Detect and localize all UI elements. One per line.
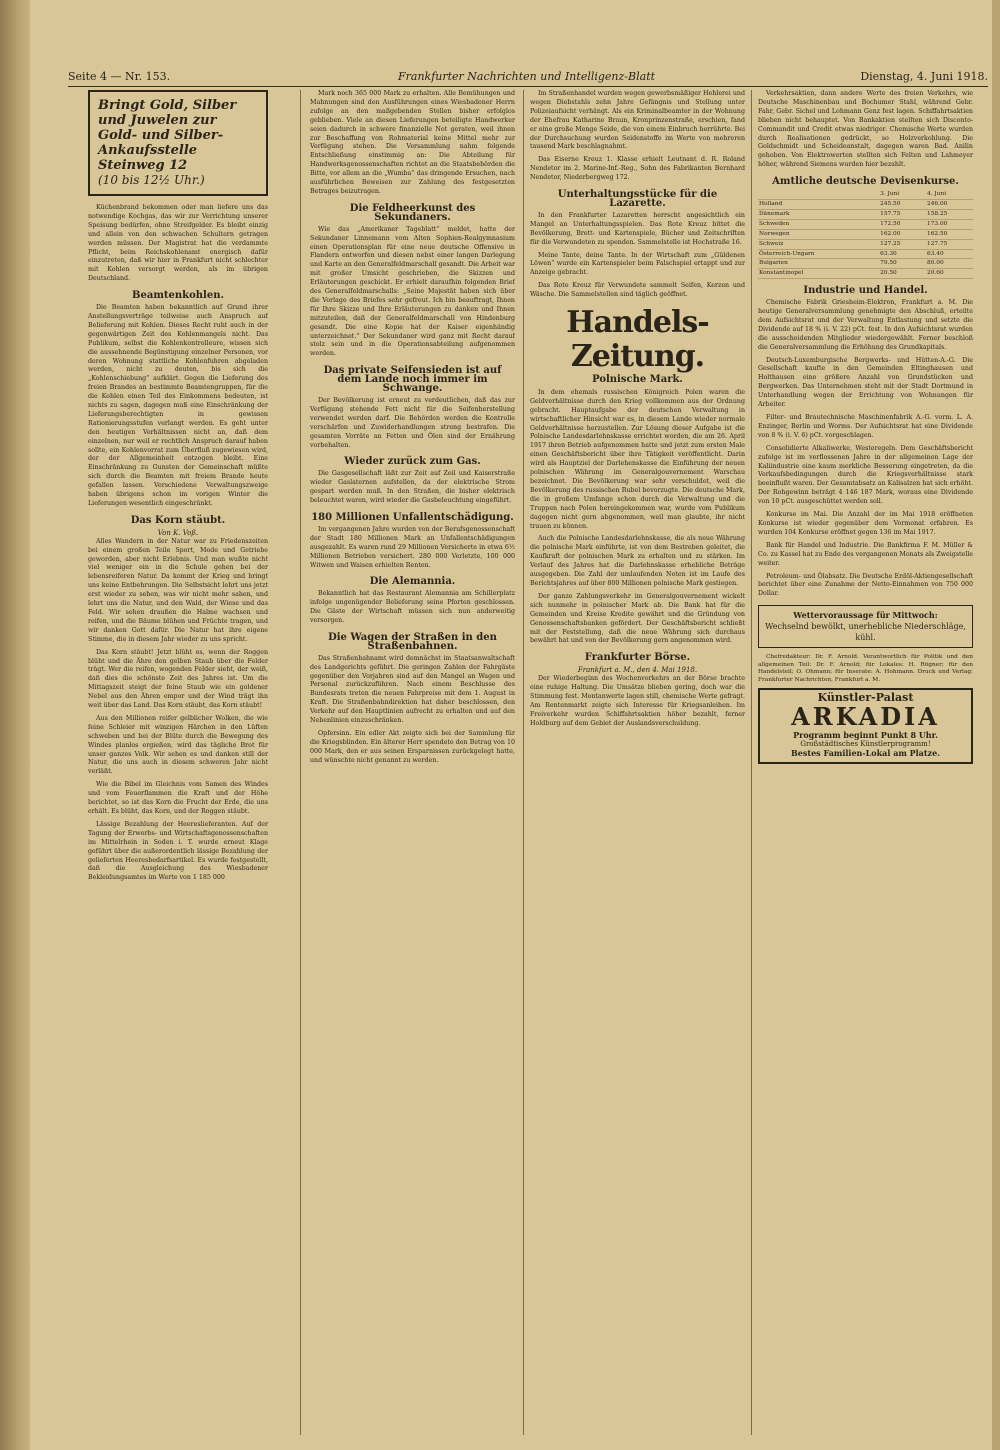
article-heading: Frankfurter Börse.	[584, 652, 691, 664]
article-text: Der Bevölkerung ist erneut zu verdeutlichen, daß das zur Verfügung stehende Fett nicht für die Seifenherstellung verwendet werden darf. Die Behörden werden die Kontrolle verschärfen und Zuwiderhandlungen streng bestrafen. Die gesamten Vorräte an Fetten und Ölen sind der Ernährung vorbehalten.	[310, 397, 515, 449]
arkadia-line: Großstädtisches Künstlerprogramm!	[800, 740, 931, 749]
article-text: Chemische Fabrik Griesheim-Elektron, Frankfurt a. M. Die heutige Generalversammlung genehmigte den Abschluß, erteilte dem Aufsichtsrat und der Verwaltung Entlastung und setzte die Dividende auf 18 % (i. V. 22) pCt. fest. In den Aufsichtsrat wurden die ausscheidenden Mitglieder wiedergewählt. Ferner beschloß die Generalversammlung die Erhöhung des Grundkapitals.	[758, 299, 973, 351]
article-text: Bekanntlich hat das Restaurant Alemannia am Schillerplatz infolge ungenügender Belieferung seine Pforten geschlossen. Die Gäste der Wirtschaft müssen sich nun anderweitig versorgen.	[310, 590, 515, 625]
article-text: Das Rote Kreuz für Verwundete sammelt Seifen, Kerzen und Wäsche. Die Sammelstellen sind täglich geöffnet.	[530, 282, 745, 299]
article-text: Das Straßenbahnamt wird demnächst im Staatsanwaltschaft des Landgerichts geführt. Die geringen Zahlen der Fahrgäste gegenüber den Vorjahren sind auf den Mangel an Wagen und Personal zurückzuführen. Nach einem Beschlusse des Bundesrats treten die neuen Fahrpreise mit dem 1. August in Kraft. Die Straßenbahndirektion hat daher beschlossen, den Verkehr auf den Hauptlinien aufrecht zu erhalten und auf den Nebenlinien einzuschränken.	[310, 654, 515, 725]
article-text: Das Eiserne Kreuz 1. Klasse erhielt Leutnant d. R. Roland Nendetor im 2. Marine-Inf.-Reg., Sohn des Fabrikanten Bernhard Nendetor, Niederbergweg 172.	[530, 156, 745, 182]
section-subtitle: Polnische Mark.	[592, 374, 683, 386]
article-heading: Industrie und Handel.	[803, 285, 928, 297]
table-cell: Norwegen	[758, 229, 879, 239]
article-heading: Die Alemannia.	[369, 576, 456, 588]
table-cell: 127.75	[926, 239, 973, 249]
article-text: Filter- und Brautechnische Maschinenfabrik A.-G. vorm. L. A. Enzinger, Berlin und Worms. Der Aufsichtsrat hat eine Dividende von 8 % (i. V. 6) pCt. vorgeschlagen.	[758, 414, 973, 439]
column-rule	[300, 90, 301, 1435]
table-row	[758, 199, 973, 209]
article-text: Das Korn stäubt! Jetzt blüht es, wenn der Roggen blüht und die Ähre den gelben Staub über die Felder trägt. Wer die reifen, wogenden Felder sieht, der weiß, daß dies die schönste Zeit des Jahres ist. Um die Mittagszeit steigt der feine Staub wie ein goldener Nebel aus den Ähren empor und der Wind trägt ihn weit über das Land. Das Korn stäubt, das Korn stäubt!	[88, 648, 268, 710]
article-text: Opfersinn. Ein edler Akt zeigte sich bei der Sammlung für die Kriegsblinden. Ein älterer Herr spendete den Betrag von 10 000 Mark, den er aus seinen Ersparnissen zurückgelegt hatte, und wünschte nicht genannt zu werden.	[310, 730, 515, 764]
table-row	[758, 209, 973, 219]
article-text: Bank für Handel und Industrie. Die Bankfirma F. M. Müller & Co. zu Kassel hat zu Ende des vergangenen Monats als Zweigstelle weiter.	[758, 541, 973, 567]
table-row	[758, 239, 973, 249]
weather-text: Wechselnd bewölkt, unerhebliche Niederschläge, kühl.	[765, 622, 966, 643]
arkadia-ad	[758, 688, 973, 764]
page-edge	[992, 0, 1000, 1450]
masthead: Frankfurter Nachrichten und Intelligenz-Blatt	[398, 70, 656, 83]
arkadia-subtitle: Künstler-Palast	[817, 691, 914, 705]
table-cell: 127.25	[879, 239, 926, 249]
table-cell: Österreich-Ungarn	[758, 249, 879, 259]
arkadia-line: Bestes Familien-Lokal am Platze.	[791, 747, 940, 758]
table-row	[758, 249, 973, 259]
byline: Von K. Voß.	[157, 528, 199, 537]
table-cell: Dänemark	[758, 209, 879, 219]
article-heading: Wieder zurück zum Gas.	[344, 456, 481, 468]
table-cell: Schweden	[758, 219, 879, 229]
dateline: Frankfurt a. M., den 4. Mai 1918.	[577, 666, 698, 675]
imprint: Chefredakteur: Dr. F. Arnold. Verantwortlich für Politik und den allgemeinen Teil: Dr. F. Arnold; für Lokales: H. Rögner; für den Handelsteil: O. Ohmann; für Inserate: A. Hohmann. Druck und Verlag: Frankfurter Nachrichten, Frankfurt a. M.	[758, 654, 973, 683]
article-text: Mark noch 365 000 Mark zu erhalten. Alle Bemühungen und Mahnungen sind den Ausführungen eines Wiesbadener Herrn zufolge an den maßgebenden Stellen bisher erfolglos geblieben. Viele an diesen Lieferungen beteiligte Handwerker seien dadurch in schwere finanzielle Not geraten, weil ihnen zur Beschaffung von Rohmaterial keine Mittel mehr zur Verfügung stehen. Die Versammlung nahm folgende Entschließung einstimmig an: Die Abteilung für Handwerksgenossenschaften richtet an die Staatsbehörden die Bitte, vor allem an die „Wumba“ das dringende Ersuchen, nach ausführlichen Beweisen zur Zahlung des festgesetzten Betrages beizutragen.	[310, 90, 515, 195]
table-cell: 246.00	[926, 199, 973, 209]
book-binding	[0, 0, 30, 1450]
article-heading: Amtliche deutsche Devisenkurse.	[772, 176, 959, 188]
arkadia-line: Programm beginnt Punkt 8 Uhr.	[793, 730, 938, 741]
article-heading: 180 Millionen Unfallentschädigung.	[311, 511, 514, 523]
table-row	[758, 269, 973, 279]
table-cell: 162.50	[926, 229, 973, 239]
article-text: Petroleum- und Ölabsatz. Die Deutsche Erdöl-Aktiengesellschaft berichtet über eine Zunahme der Netto-Einnahmen von 750 000 Dollar.	[758, 572, 973, 598]
article-heading: Das Korn stäubt.	[130, 514, 226, 526]
article-heading: Beamtenkohlen.	[132, 290, 224, 302]
gold-ad-text: Bringt Gold, Silber und Juwelen zur Gold- und Silber-Ankaufsstelle Steinweg 12	[98, 98, 237, 173]
article-text: Wie das „Amerikaner Tageblatt“ meldet, hatte der Sekundaner Linnemann vom Alten Sophien-Realgymnasium einen Operationsplan für eine neue deutsche Offensive in Flandern entworfen und diesen nebst einer langen Darlegung und Karte an den Generalfeldmarschall gesandt. Die Arbeit war mit großer Umsicht geschrieben, die Skizzen und Erläuterungen geschickt. Er erhielt daraufhin folgenden Brief des Generalfeldmarschalls: „Seine Majestät haben sich über die Vorlage des Briefes sehr gefreut. Ich bin beauftragt, Ihnen für Ihre Skizze und Ihre Erläuterungen zu danken und Ihnen mitzuteilen, daß der Generalfeldmarschall von Hindenburg gesandt. Die eine Kopie hat der Kaiser eigenhändig unterzeichnet.“ Der Sekundaner wird ganz mit Recht darauf stolz sein und in die Operationsabteilung aufgenommen werden.	[310, 225, 515, 358]
article-text: Deutsch-Luxemburgische Bergwerks- und Hütten-A.-G. Die Gesellschaft kaufte in den Gemeinden Eltinghausen und Holthausen eine größere Anzahl von Grundstücken und Bergwerken. Das Unternehmen steht mit der Stadt Dortmund in Unterhandlung wegen der Errichtung von Wohnungen für Arbeiter.	[758, 356, 973, 409]
weather-title: Wettervoraussage für Mittwoch:	[793, 610, 938, 621]
table-cell: 63.30	[879, 249, 926, 259]
table-row	[758, 219, 973, 229]
column-2	[310, 90, 515, 1435]
table-cell: 173.00	[926, 219, 973, 229]
article-heading: Unterhaltungsstücke für die Lazarette.	[557, 189, 718, 209]
table-cell: 20.50	[879, 269, 926, 279]
table-cell: Schweiz	[758, 239, 879, 249]
table-cell: 80.00	[926, 259, 973, 269]
table-cell: 79.50	[879, 259, 926, 269]
table-cell: 20.60	[926, 269, 973, 279]
page-header	[68, 66, 988, 87]
article-text: Aus den Millionen reifer gelblicher Wolken, die wie feine Schleier mit winzigen Härchen in den Lüften schweben und bei der Blüte durch die Bewegung des Windes planlos ergießen, wird das tägliche Brot für unser ganzes Volk. Wir sehen es und danken still der Natur, die uns auch in diesem schweren Jahr nicht verläßt.	[88, 714, 268, 776]
article-text: Küchenbrand bekommen oder man liefere uns das notwendige Kochgas, das wir zur Verrichtung unserer Speisung bedürfen, ohne Streifgelder. Es bleibt einzig und allein von den schwachen Schultern getragen werden müssen. Der Magistrat hat die verdammte Pflicht, beim Reichskohlenamt energisch dafür einzutreten, daß wir hier in Frankfurt nicht schlechter mit Kohlen versorgt werden, als im übrigen Deutschland.	[88, 204, 268, 283]
table-cell: 158.25	[926, 209, 973, 219]
article-heading: Die Feldheerkunst des Sekundaners.	[349, 202, 476, 223]
article-text: Alles Wandern in der Natur war zu Friedenszeiten bei einem großen Teile Sport, Mode und Getriebe geworden, aber nicht Erlebnis. Und man wußte nicht viel weniger ein in die Schule gehen bei der lebensreiferen Natur. Da kommt der Krieg und bringt uns keine Entbehrungen. Die Selbstsicht lehrt uns jetzt erst wieder zu sehen, was wir nicht mehr sahen, und lehrt uns die Natur, und den Wald, der Wiese und das Feld. Wir sehen draußen die Halme wachsen und reifen, und die Bäume blühen und Früchte tragen, und wir danken Gott dafür. Die Natur hat ihre eigene Stimme, die in diesem Jahr wieder zu uns spricht.	[88, 537, 268, 643]
section-title: Handels-Zeitung.	[566, 305, 709, 375]
table-cell: Bulgarien	[758, 259, 879, 269]
article-text: Meine Tante, deine Tante. In der Wirtschaft zum „Güldenen Löwen“ wurde ein Kartenspieler beim Falschspiel ertappt und zur Anzeige gebracht.	[530, 251, 745, 277]
arkadia-name: ARKADIA	[791, 702, 940, 732]
article-text: In den Frankfurter Lazaretten herrscht angesichtlich ein Mangel an Unterhaltungsspielen. Das Rote Kreuz bittet die Bevölkerung, Brett- und Kartenspiele, Bücher und Zeitschriften für die Verwundeten zu spenden. Sammelstelle ist Hochstraße 16.	[530, 211, 745, 246]
article-heading: Die Wagen der Straßen in den Straßenbahnen.	[328, 631, 497, 652]
weather-box	[758, 605, 973, 648]
article-text: Konkurse im Mai. Die Anzahl der im Mai 1918 eröffneten Konkurse ist wieder gegenüber dem Vormonat erfahren. Es wurden 104 Konkurse eröffnet gegen 136 im Mai 1917.	[758, 511, 973, 536]
table-header: 4. Juni	[926, 190, 973, 199]
article-text: Die Gasgesellschaft läßt zur Zeit auf Zeil und Kaiserstraße wieder Gaslaternen aufstellen, da der elektrische Strom gespart werden muß. In den Straßen, die bisher elektrisch beleuchtet waren, wird wieder die Gasbeleuchtung eingeführt.	[310, 470, 515, 505]
table-cell: Holland	[758, 199, 879, 209]
table-header-row	[758, 190, 973, 199]
table-cell: 245.50	[879, 199, 926, 209]
column-rule	[523, 90, 524, 1435]
column-3	[530, 90, 745, 1435]
table-header: 3. Juni	[879, 190, 926, 199]
article-text: Im Straßenhandel wurden wegen gewerbsmäßiger Hehlerei und wegen Diebstahls zehn Jahre Gefängnis und Stellung unter Polizeiaufsicht verhängt. Als ein Kriminalbeamter in der Wohnung der Ehefrau Katharine Braun, Kronprinzenstraße, erschien, fand er eine große Menge Seide, die von einem Einbruch herrührte. Bei der Durchsuchung wurden Seidenstoffe im Werte von mehreren tausend Mark beschlagnahmt.	[530, 90, 745, 151]
table-cell: 172.50	[879, 219, 926, 229]
table-cell: 162.00	[879, 229, 926, 239]
table-cell: 157.75	[879, 209, 926, 219]
column-1	[88, 90, 268, 1435]
article-text: Im vergangenen Jahre wurden von der Berufsgenossenschaft der Stadt 180 Millionen Mark an Unfallentschädigungen ausgezahlt. Es waren rund 29 Millionen Versicherte in etwa 6½ Millionen Betrieben versichert. 280 000 Verletzte, 100 000 Witwen und Waisen erhielten Renten.	[310, 525, 515, 569]
article-heading: Das private Seifensieden ist auf dem Lande noch immer im Schwange.	[323, 365, 502, 395]
article-text: Der Wiederbeginn des Wochenverkehrs an der Börse brachte eine ruhige Haltung. Die Umsätze blieben gering, doch war die Stimmung fest. Montanwerte lagen still, chemische Werte gefragt. Am Rentenmarkt zeigte sich Interesse für Kriegsanleihen. Im Freiverkehr wurden Schiffahrtsaktien höher bezahlt, ferner Holdburg auf dem Gebiet der Auslandsverschuldung.	[530, 675, 745, 727]
table-cell: 63.40	[926, 249, 973, 259]
article-text: Der ganze Zahlungsverkehr im Generalgouvernement wickelt sich nunmehr in polnischer Mark ab. Die Bank hat für die Gemeinden und Kreise Kredite gewährt und die Gründung von Genossenschaftsbanken gefördert. Der Geschäftsbericht schließt mit der Feststellung, daß die neue Währung sich durchaus bewährt hat und von der Bevölkerung gern angenommen wird.	[530, 592, 745, 645]
article-text: Lässige Bezahlung der Heereslieferanten. Auf der Tagung der Erwerbs- und Wirtschaftsgenossenschaften im Mittelrhein in Soden i. T. wurde erneut Klage geführt über die außerordentlich lässige Bezahlung der gelieferten Heeresbedarfsartikel. Es wurde festgestellt, daß die Ausgleichung des Wiesbadener Bekleidungsamtes im Werte von 1 185 000	[88, 820, 268, 882]
table-row	[758, 259, 973, 269]
article-text: In dem ehemals russischen Königreich Polen waren die Geldverhältnisse durch den Krieg vollkommen aus der Ordnung gebracht. Hauptaufgabe der deutschen Verwaltung in wirtschaftlicher Hinsicht war es, in diesem Lande wieder normale Geldverhältnisse herzustellen. Zur Lösung dieser Aufgabe ist die Polnische Landesdarlehnskasse errichtet worden, die am 26. April 1917 ihren Betrieb aufgenommen hatte und jetzt zum ersten Male einen Geschäftsbericht über ihre Tätigkeit veröffentlicht. Darin wird als Hauptziel der Darlehenskasse die Einführung der neuen polnischen Währung im Generalgouvernement Warschau bezeichnet. Die Bevölkerung war sehr verschuldet, weil die Bevölkerung des russischen Rubel bevorzugte. Die deutsche Mark, die in großem Umfange schon durch die Verwaltung und die Truppen nach Polen hereingekommen war, wurde vom Publikum dagegen nicht gern abgenommen, weil man glaubte, ihr nicht trauen zu können.	[530, 388, 745, 530]
article-text: Wie die Bibel im Gleichnis vom Samen des Windes und vom Feuerflammen die Kraft und der Höhe berichtet, so ist das Korn die Frucht der Erde, die uns erhält. Es blüht, das Korn, und der Roggen stäubt.	[88, 781, 268, 815]
header-date: Dienstag, 4. Juni 1918.	[860, 70, 988, 83]
gold-ad-hours: (10 bis 12½ Uhr.)	[98, 173, 205, 187]
article-text: Die Beamten haben bekanntlich auf Grund ihrer Anstellungsverträge teilweise auch Anspruch auf Belieferung mit Kohlen. Dieses Recht ruht auch in der gegenwärtigen Zeit des Kohlenmangels nicht. Das Publikum, selbst die Kohlenkontrolleure, wissen sich die aussehnende Begünstigung einzelner Personen, vor deren Wohnung stattliche Kohlenfuhren abgeladen werden, nicht zu deuten, bis sich die „Kohlenschiebung“ aufklärt. Gegen die Lieferung des freien Brandes an bestimmte Beamtengruppen, für die die Kohlen einen Teil des Einkommens bedeuten, ist nichts zu sagen, dagegen muß eine Einschränkung der Lieferungsberechtigten in gewissen Rationierungsstufen verlangt werden. Es geht unter den heutigen Verhältnissen nicht an, daß dem einzelnen, nur weil er rechtlich Anspruch darauf haben sollte, ein Kohlenvorrat zum Überfluß zugewiesen wird, der der Allgemeinheit entzogen bleibt. Eine Einschränkung zu Gunsten der Gemeinschaft müßte sich durch die Beamten mit freiem Brande heute gefallen lassen. Verschiedene Verwaltungszweige haben übrigens schon im vorigen Winter die Lieferungen wesentlich eingeschränkt.	[88, 304, 268, 507]
exchange-rate-table	[758, 190, 973, 279]
column-4	[758, 90, 973, 1435]
article-text: Auch die Polnische Landesdarlehnskasse, die als neue Währung die polnische Mark einführte, ist von dem Bestreben geleitet, die Kaufkraft der polnischen Mark zu erhalten und zu stärken. Im Verlauf des Jahres hat die Darlehnskasse erhebliche Beträge ausgegeben. Die Zahl der umlaufenden Noten ist im Laufe des Berichtsjahres auf über 800 Millionen polnische Mark gestiegen.	[530, 535, 745, 587]
gold-ad	[88, 90, 268, 196]
table-cell: Konstantinopel	[758, 269, 879, 279]
page-label: Seite 4 — Nr. 153.	[68, 70, 171, 83]
article-text: Consolidierte Alkaliwerke, Westeregeln. Dem Geschäftsbericht zufolge ist im verflossenen Jahre in der allgemeinen Lage der Kaliindustrie eine kaum merkliche Besserung eingetreten, da die Verkaufsbedingungen durch die Kriegsverhältnisse stark beeinflußt waren. Der Gesamtabsatz an Kalisalzen hat sich erhöht. Der Rohgewinn beträgt 4 146 187 Mark, woraus eine Dividende von 10 pCt. ausgeschüttet werden soll.	[758, 444, 973, 506]
article-text: Verkehrsaktien, dann andere Werte des freien Verkehrs, wie Deutsche Maschinenbau und Bochumer Stahl, während Gebr. Fahr, Gebr. Sichel und Lohmann Genz fest lagen. Schiffahrtsaktien blieben nicht behauptet. Von Bankaktien stellten sich Disconto-Commandit und Credit etwas niedriger. Chemische Werte wurden durch Realisationen gedrückt, so Holzverkohlung. Die Goldschmidt und Scheideanstalt, dagegen waren Bad. Anilin gehoben. Von Elektrowerten stellten sich Felten und Lahmeyer höher, während Siemens wurden hier bezahlt.	[758, 90, 973, 169]
table-row	[758, 229, 973, 239]
column-rule	[751, 90, 752, 1435]
